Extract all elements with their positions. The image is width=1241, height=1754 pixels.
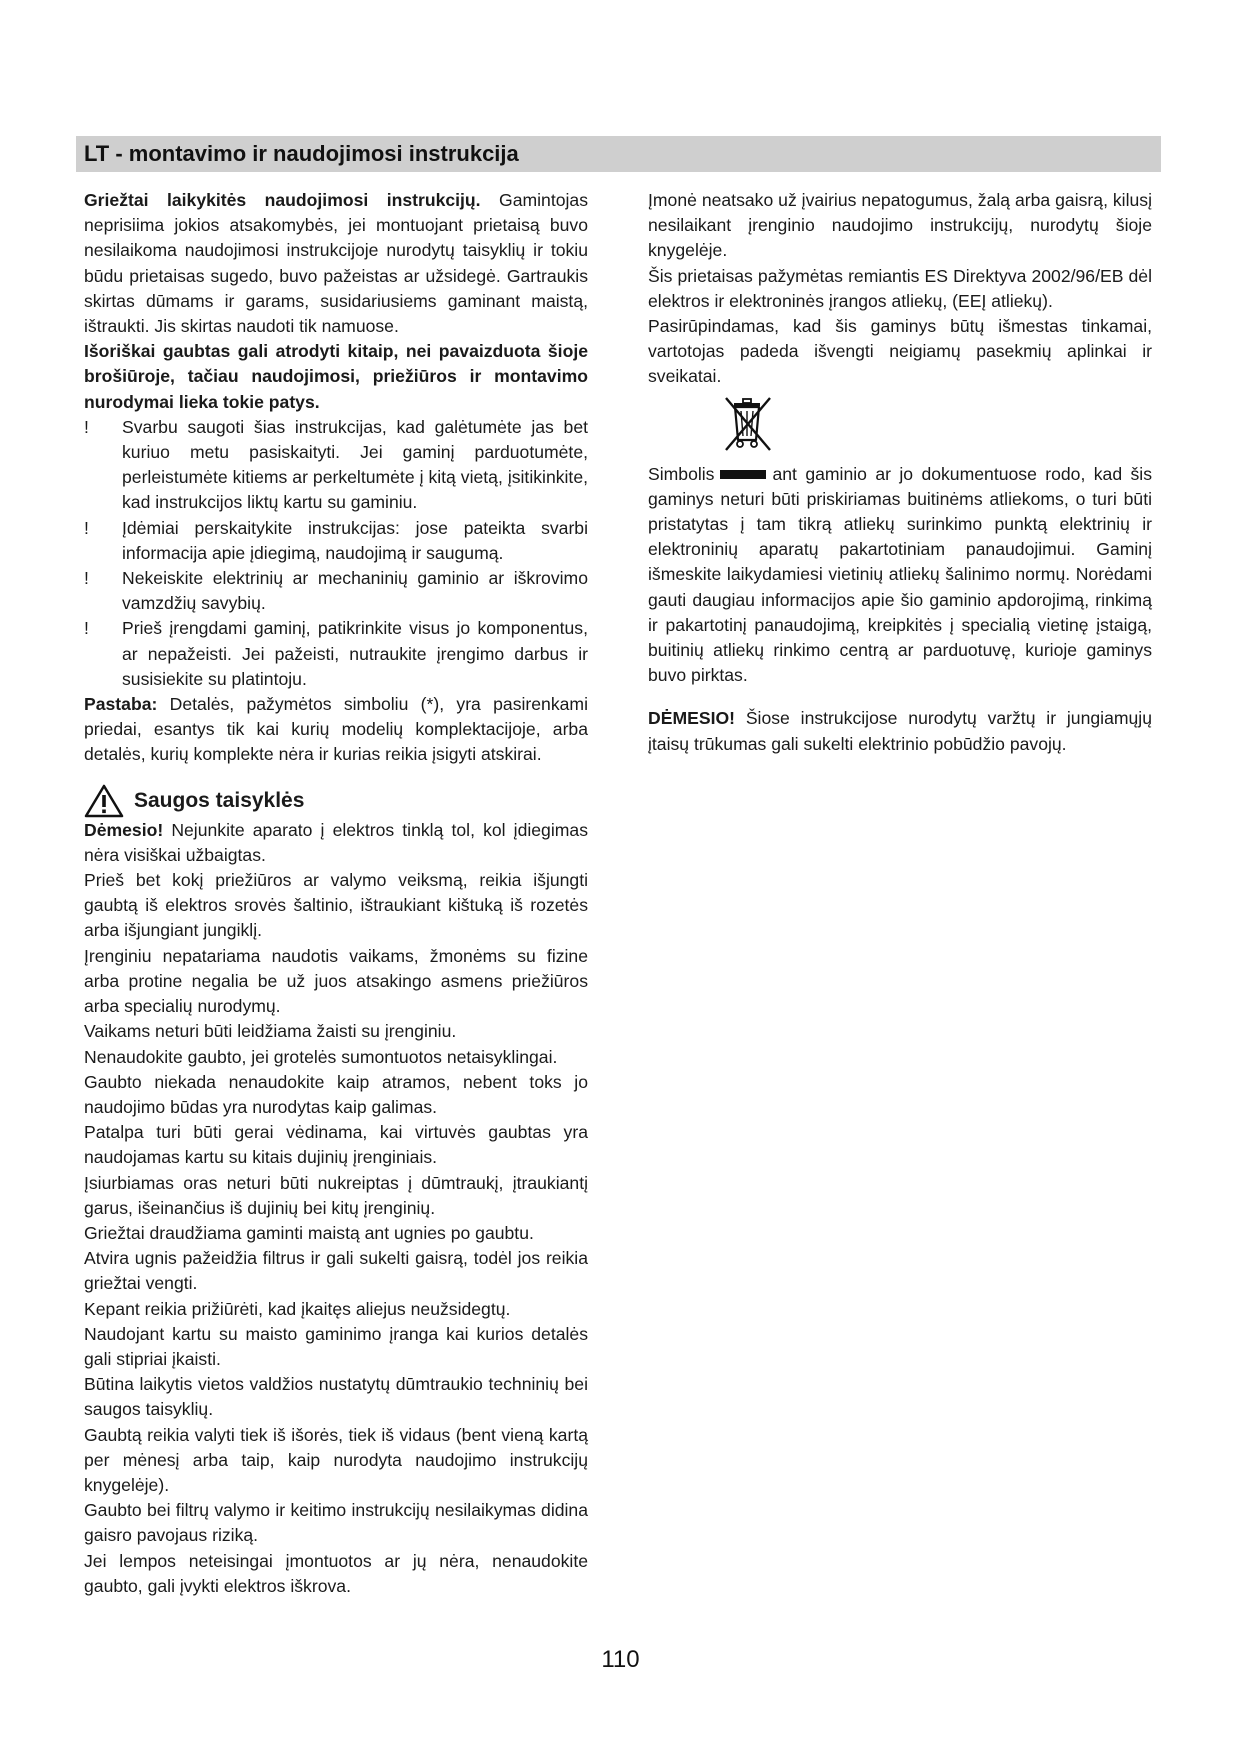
demesio-label: Dėmesio! [84,819,164,840]
simbolis-before: Simbolis [648,463,715,484]
safety-heading [84,784,588,818]
bullet-text: Prieš įrengdami gaminį, patikrinkite visus jo komponentus, ar nepažeisti. Jei pažeisti, nutraukite įrengimo darbus ir susisiekite su platintoju. [122,618,588,689]
bullet-text: Nekeiskite elektrinių ar mechaninių gaminio ar iškrovimo vamzdžių savybių. [122,568,588,614]
bullet-item [84,566,588,616]
black-bar-icon [720,470,766,479]
section-title: LT - montavimo ir naudojimosi instrukcija [84,141,519,166]
bullet-item [84,616,588,692]
safety-paragraph: Kepant reikia prižiūrėti, kad įkaitęs aliejus neužsidegtų. [84,1298,511,1319]
simbolis-after: ant gaminio ar jo dokumentuose rodo, kad šis gaminys neturi būti priskiriamas buitinėms atliekoms, o turi būti pristatytas į tam tikrą atliekų surinkimo punktą elektrinių ir elektroninių aparatų pakartotiniam panaudojimui. Gaminį išmeskite laikydamiesi vietinių atliekų šalinimo normų. Norėdami gauti daugiau informacijos apie šio gaminio apdorojimą, rinkimą ir pakartotinį panaudojimą, kreipkitės į specialią vietinę įstaigą, buitinių atliekų rinkimo centrą ar parduotuvę, kurioje gaminys buvo pirktas. [648,463,1152,686]
safety-paragraph: Jei lempos neteisingai įmontuotos ar jų nėra, nenaudokite gaubto, gali įvykti elektros iškrova. [84,1550,588,1596]
safety-paragraph: Įsiurbiamas oras neturi būti nukreiptas į dūmtraukį, įtraukiantį garus, išeinančius iš dujinių bei kitų įrenginių. [84,1172,588,1218]
safety-paragraph: Nenaudokite gaubto, jei grotelės sumontuotos netaisyklingai. [84,1046,558,1067]
pastaba-paragraph [84,692,588,768]
safety-paragraph: Griežtai draudžiama gaminti maistą ant ugnies po gaubtu. [84,1222,534,1243]
intro-paragraph [84,188,588,339]
demesio-paragraph [84,818,588,868]
safety-paragraph: Naudojant kartu su maisto gaminimo įranga kai kurios detalės gali stipriai įkaisti. [84,1323,588,1369]
safety-paragraph: Atvira ugnis pažeidžia filtrus ir gali sukelti gaisrą, todėl jos reikia griežtai vengti. [84,1248,588,1294]
intro-bold: Griežtai laikykitės naudojimosi instrukcijų. [84,190,481,210]
safety-paragraph: Patalpa turi būti gerai vėdinama, kai virtuvės gaubtas yra naudojamas kartu su kitais dujinių įrenginiais. [84,1122,588,1168]
exclamation-mark: ! [84,517,89,538]
directive-paragraph: Šis prietaisas pažymėtas remiantis ES Direktyva 2002/96/EB dėl elektros ir elektroninės įrangos atliekų, (EEĮ atliekų). [648,265,1152,311]
safety-paragraph: Vaikams neturi būti leidžiama žaisti su įrenginiu. [84,1021,457,1042]
safety-paragraph: Būtina laikytis vietos valdžios nustatytų dūmtraukio techninių bei saugos taisyklių. [84,1374,588,1420]
bullet-text: Svarbu saugoti šias instrukcijas, kad galėtumėte jas bet kuriuo metu pasiskaityti. Jei gaminį parduotumėte, perleistumėte kitiems ar perkeltumėte į kitą vietą, įsitikinkite, kad instrukcijos liktų kartu su gaminiu. [122,416,588,513]
warning-text: Šiose instrukcijose nurodytų varžtų ir jungiamųjų įtaisų trūkumas gali sukelti elektrinio pobūdžio pavojų. [648,708,1152,754]
exclamation-mark: ! [84,568,89,589]
safety-paragraph: Gaubto bei filtrų valymo ir keitimo instrukcijų nesilaikymas didina gaisro pavojaus riziką. [84,1500,588,1546]
bullet-item [84,415,588,516]
weee-symbol [648,394,1152,460]
pastaba-label: Pastaba: [84,694,158,715]
crossed-bin-icon [720,394,776,456]
page-number: 110 [601,1646,640,1673]
intro-text: Gamintojas neprisiima jokios atsakomybės, jei montuojant prietaisą buvo nesilaikoma naudojimosi instrukcijoje nurodytų taisyklių ir tokiu būdu prietaisas sugedo, buvo pažeistas ar užsidegė. Gartraukis skirtas dūmams ir garams, susidariusiems gaminant maistą, ištraukti. Jis skirtas naudoti tik namuose. [84,190,588,337]
safety-paragraph: Įrenginiu nepatariama naudotis vaikams, žmonėms su fizine arba protine negalia be už juos atsakingo asmens priežiūros arba specialių nurodymų. [84,945,588,1017]
spacer [648,688,1152,706]
safety-title: Saugos taisyklės [134,789,305,813]
bullet-text: Įdėmiai perskaitykite instrukcijas: jose pateikta svarbi informacija apie įdiegimą, naudojimą ir saugumą. [122,517,588,563]
liability-paragraph: Įmonė neatsako už įvairius nepatogumus, žalą arba gaisrą, kilusį nesilaikant įrenginio naudojimo instrukcijų, nurodytų šioje knygelėje. [648,190,1152,261]
appearance-note: Išoriškai gaubtas gali atrodyti kitaip, nei pavaizduota šioje brošiūroje, tačiau naudojimosi, priežiūros ir montavimo nurodymai lieka tokie patys. [84,341,588,412]
simbolis-paragraph [648,462,1152,689]
demesio-text: Nejunkite aparato į elektros tinklą tol, kol įdiegimas nėra visiškai užbaigtas. [84,819,588,865]
right-column [648,188,1152,757]
exclamation-mark: ! [84,416,89,437]
warning-paragraph [648,706,1152,756]
exclamation-mark: ! [84,618,89,639]
disposal-paragraph: Pasirūpindamas, kad šis gaminys būtų išmestas tinkamai, vartotojas padeda išvengti neigiamų pasekmių aplinkai ir sveikatai. [648,316,1152,387]
safety-paragraph: Gaubto niekada nenaudokite kaip atramos, nebent toks jo naudojimo būdas yra nurodytas kaip galimas. [84,1071,588,1117]
left-column [84,188,588,1599]
section-header [76,136,1161,172]
safety-paragraph: Gaubtą reikia valyti tiek iš išorės, tiek iš vidaus (bent vieną kartą per mėnesį arba taip, kaip nurodyta naudojimo instrukcijų knygelėje). [84,1424,588,1495]
safety-paragraph: Prieš bet kokį priežiūros ar valymo veiksmą, reikia išjungti gaubtą iš elektros srovės šaltinio, ištraukiant kištuką iš rozetės arba išjungiant jungiklį. [84,870,588,941]
warning-label: DĖMESIO! [648,708,735,729]
bullet-item [84,516,588,566]
pastaba-text: Detalės, pažymėtos simboliu (*), yra pasirenkami priedai, esantys tik kai kurių modelių komplektacijoje, arba detalės, kurių komplekte nėra ir kurias reikia įsigyti atskirai. [84,694,588,765]
warning-triangle-icon [84,784,124,818]
